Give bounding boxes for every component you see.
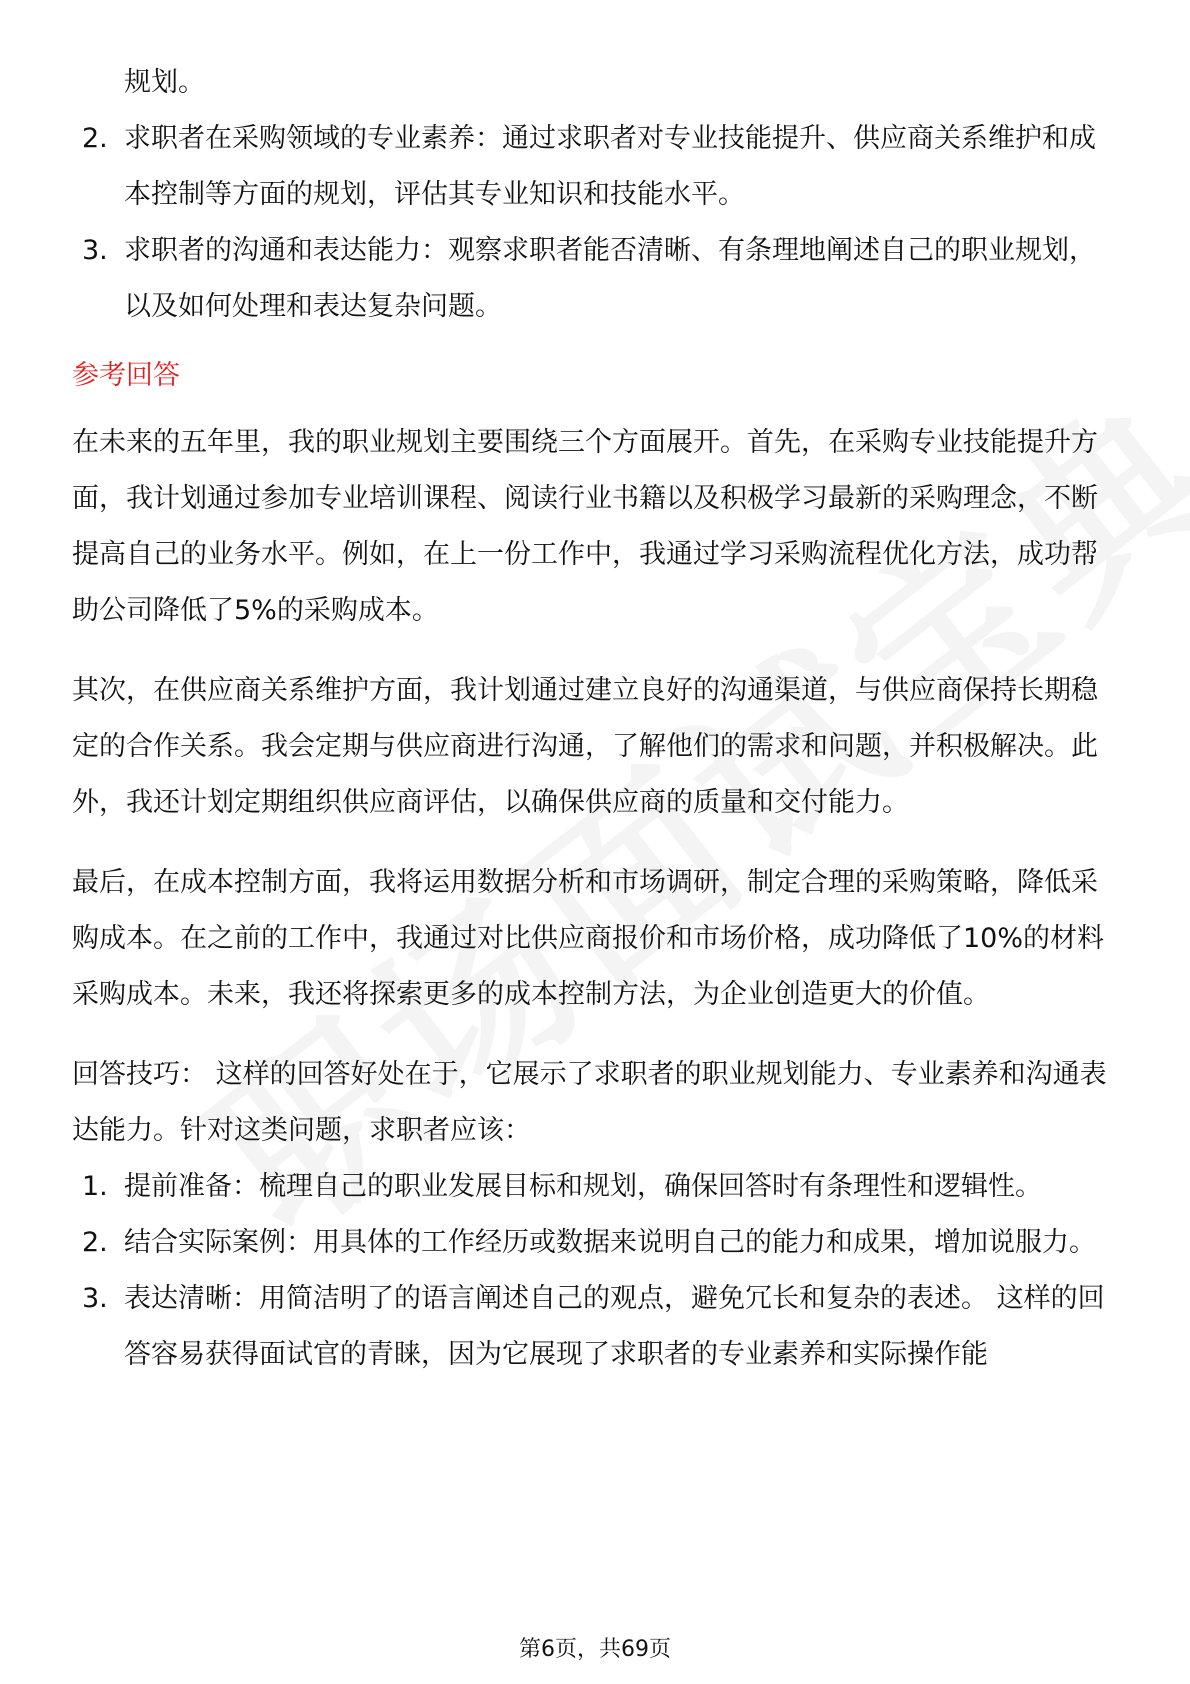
list-item-text: 结合实际案例：用具体的工作经历或数据来说明自己的能力和成果，增加说服力。	[124, 1227, 1096, 1258]
evaluation-list	[72, 111, 1122, 335]
list-number: 1.	[82, 1171, 108, 1202]
section-heading: 参考回答	[72, 360, 180, 391]
answer-paragraph: 其次，在供应商关系维护方面，我计划通过建立良好的沟通渠道，与供应商保持长期稳定的合作关系。我会定期与供应商进行沟通，了解他们的需求和问题，并积极解决。此外，我还计划定期组织供应商评估，以确保供应商的质量和交付能力。	[72, 675, 1098, 818]
page-number: 第6页，共69页	[519, 1637, 671, 1662]
list-number: 2.	[82, 1227, 108, 1258]
list-item-text: 求职者的沟通和表达能力：观察求职者能否清晰、有条理地阐述自己的职业规划，以及如何处理和表达复杂问题。	[124, 235, 1096, 322]
list-item	[72, 1159, 1122, 1215]
list-item	[72, 111, 1122, 223]
list-item-text: 提前准备：梳理自己的职业发展目标和规划，确保回答时有条理性和逻辑性。	[124, 1171, 1042, 1202]
tips-list	[72, 1159, 1122, 1383]
list-item	[72, 1215, 1122, 1271]
page-content	[72, 55, 1122, 1383]
list-number: 3.	[82, 1283, 108, 1314]
list-number: 2.	[82, 123, 108, 154]
list-item	[72, 223, 1122, 335]
list-item-text: 求职者在采购领域的专业素养：通过求职者对专业技能提升、供应商关系维护和成本控制等方面的规划，评估其专业知识和技能水平。	[124, 123, 1096, 210]
list-item	[72, 1271, 1122, 1383]
answer-paragraph: 最后，在成本控制方面，我将运用数据分析和市场调研，制定合理的采购策略，降低采购成本。在之前的工作中，我通过对比供应商报价和市场价格，成功降低了10%的材料采购成本。未来，我还将探索更多的成本控制方法，为企业创造更大的价值。	[72, 867, 1105, 1010]
list-number: 3.	[82, 235, 108, 266]
answer-paragraph: 在未来的五年里，我的职业规划主要围绕三个方面展开。首先，在采购专业技能提升方面，我计划通过参加专业培训课程、阅读行业书籍以及积极学习最新的采购理念，不断提高自己的业务水平。例如，在上一份工作中，我通过学习采购流程优化方法，成功帮助公司降低了5%的采购成本。	[72, 427, 1098, 626]
continuation-text: 规划。	[124, 67, 205, 98]
tips-intro: 回答技巧： 这样的回答好处在于，它展示了求职者的职业规划能力、专业素养和沟通表达能力。针对这类问题，求职者应该：	[72, 1059, 1107, 1146]
list-item-text: 表达清晰：用简洁明了的语言阐述自己的观点，避免冗长和复杂的表述。 这样的回答容易获得面试官的青睐，因为它展现了求职者的专业素养和实际操作能	[124, 1283, 1105, 1370]
